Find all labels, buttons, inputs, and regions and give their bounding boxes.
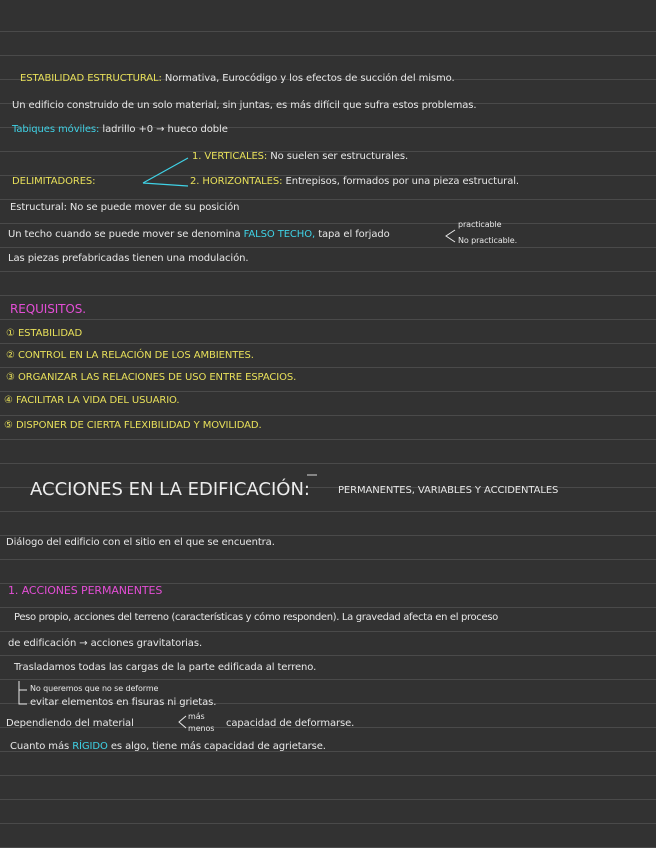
no-deforme-note: No queremos que no se deforme: [30, 684, 159, 693]
acciones-title: ACCIONES EN LA EDIFICACIÓN:: [30, 479, 310, 500]
horizontales-text: Entrepisos, formados por una pieza estructural.: [285, 176, 519, 187]
falso-techo: FALSO TECHO,: [243, 229, 316, 240]
mas-label: más: [188, 712, 205, 721]
verticales-label: 1. VERTICALES:: [192, 151, 268, 162]
techo-line: [8, 229, 390, 240]
permanentes-title: 1. ACCIONES PERMANENTES: [8, 584, 163, 597]
requisito-item: ② CONTROL EN LA RELACIÓN DE LOS AMBIENTES.: [6, 350, 254, 361]
practicable-bracket: [446, 230, 455, 242]
rigido-line: [10, 741, 326, 752]
estructural-line: Estructural: No se puede mover de su posición: [10, 202, 240, 213]
requisito-item: ④ FACILITAR LA VIDA DEL USUARIO.: [4, 395, 180, 406]
verticales-line: [192, 151, 408, 162]
horizontales-line: [190, 176, 519, 187]
estabilidad-line: [20, 73, 455, 84]
verticales-text: No suelen ser estructurales.: [270, 151, 409, 162]
estabilidad-title: ESTABILIDAD ESTRUCTURAL:: [20, 73, 162, 84]
rigido-word: RÍGIDO: [72, 741, 108, 752]
techo-post: tapa el forjado: [318, 229, 390, 240]
tabiques-label: Tabiques móviles:: [12, 124, 100, 135]
tabiques-rest: ladrillo +0 → hueco doble: [102, 124, 228, 135]
techo-pre: Un techo cuando se puede mover se denomina: [8, 229, 241, 240]
piezas-line: Las piezas prefabricadas tienen una modulación.: [8, 253, 249, 264]
practicable-label: practicable: [458, 220, 502, 229]
estabilidad-title-rest: Normativa, Eurocódigo y los efectos de succión del mismo.: [164, 73, 455, 84]
edificio-line: Un edificio construido de un solo material, sin juntas, es más difícil que sufra estos problemas.: [12, 100, 477, 111]
requisitos-title: REQUISITOS.: [10, 302, 86, 316]
tabiques-line: [12, 124, 228, 135]
edificacion-line: de edificación → acciones gravitatorias.: [8, 638, 203, 649]
material-bracket: [179, 716, 186, 728]
trasladamos-branch: [19, 681, 27, 704]
horizontales-label: 2. HORIZONTALES:: [190, 176, 283, 187]
dependiendo-pre: Dependiendo del material: [6, 718, 134, 729]
dependiendo-post: capacidad de deformarse.: [226, 718, 355, 729]
delimitadores-label: DELIMITADORES:: [12, 176, 96, 187]
menos-label: menos: [188, 724, 215, 733]
trasladamos-line: Trasladamos todas las cargas de la parte edificada al terreno.: [14, 662, 317, 673]
requisito-item: ⑤ DISPONER DE CIERTA FLEXIBILIDAD Y MOVILIDAD.: [4, 420, 262, 431]
dialogo-line: Diálogo del edificio con el sitio en el que se encuentra.: [6, 537, 275, 548]
rigido-post: es algo, tiene más capacidad de agrietarse.: [110, 741, 326, 752]
evitar-grietas-note: evitar elementos en fisuras ni grietas.: [30, 697, 217, 708]
rigido-pre: Cuanto más: [10, 741, 70, 752]
peso-line: Peso propio, acciones del terreno (características y cómo responden). La gravedad afecta en el proceso: [14, 612, 498, 623]
requisito-item: ③ ORGANIZAR LAS RELACIONES DE USO ENTRE ESPACIOS.: [6, 372, 297, 383]
acciones-subtitle: PERMANENTES, VARIABLES Y ACCIDENTALES: [338, 485, 559, 496]
requisito-item: ① ESTABILIDAD: [6, 328, 83, 339]
no-practicable-label: No practicable.: [458, 236, 518, 245]
delimitadores-bracket: [143, 158, 188, 186]
